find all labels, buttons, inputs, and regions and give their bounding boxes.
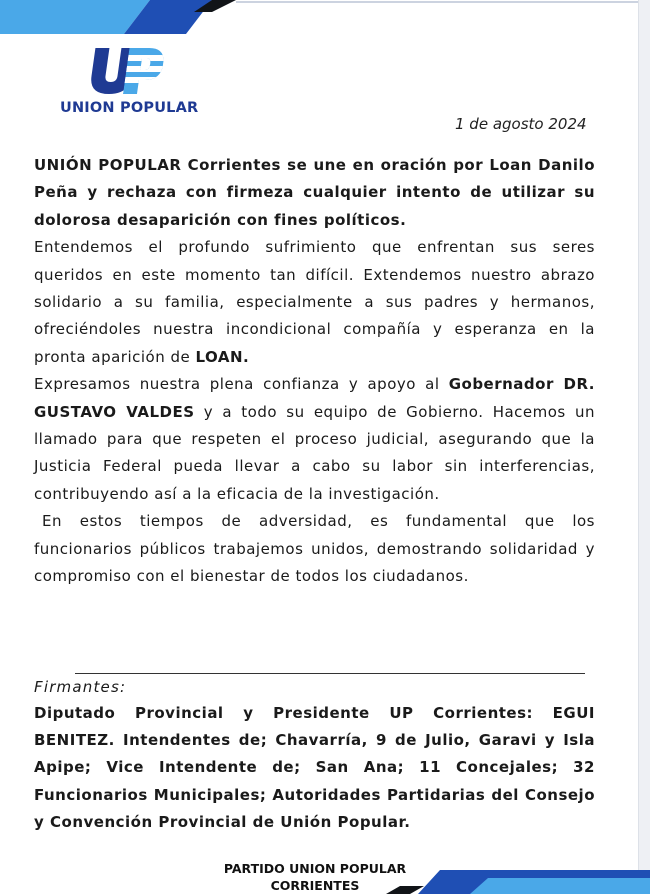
union-popular-logo — [60, 44, 199, 116]
support-paragraph — [34, 371, 595, 508]
document-date: 1 de agosto 2024 — [455, 115, 587, 133]
signers-label: Firmantes: — [34, 678, 127, 696]
statement-body — [34, 152, 595, 591]
logo-name: UNION POPULAR — [60, 100, 199, 116]
support-text-2: y a todo su equipo de Gobierno. Hacemos un llamado para que respeten el proceso judicial, asegurando que la Justicia Federal pueda llevar a cabo su labor sin interferencias, contribuyendo así a la eficacia de la investigación. — [34, 402, 595, 503]
intro-paragraph: UNIÓN POPULAR Corrientes se une en oración por Loan Danilo Peña y rechaza con firmeza cualquier intento de utilizar su dolorosa desaparición con fines políticos. — [34, 156, 595, 229]
support-text-1: Expresamos nuestra plena confianza y apoyo al — [34, 375, 449, 394]
signers-list: Diputado Provincial y Presidente UP Corrientes: EGUI BENITEZ. Intendentes de; Chavarría, 9 de Julio, Garavi y Isla Apipe; Vice Intendente de; San Ana; 11 Concejales; 32 Funcionarios Municipales; Autoridades Partidarias del Consejo y Convención Provincial de Unión Popular. — [34, 704, 595, 831]
solidarity-text: Entendemos el profundo sufrimiento que enfrentan sus seres queridos en este momento tan difícil. Extendemos nuestro abrazo solidario a su familia, especialmente a sus padres y hermanos, ofreciéndoles nuestra incondicional compañía y esperanza en la pronta aparición de — [34, 238, 595, 366]
footer-line-1: PARTIDO UNION POPULAR — [223, 861, 407, 876]
governor-name: Gobernador DR. GUSTAVO VALDES — [34, 375, 596, 421]
header-decoration — [0, 0, 650, 40]
footer-org — [200, 860, 430, 894]
up-logo-icon — [86, 44, 164, 98]
signature-separator — [75, 673, 585, 674]
footer-line-2: CORRIENTES — [270, 878, 360, 893]
page-edge — [638, 0, 650, 894]
solidarity-paragraph — [34, 234, 595, 371]
loan-name: LOAN. — [195, 347, 250, 366]
adversity-paragraph: En estos tiempos de adversidad, es fundamental que los funcionarios públicos trabajemos unidos, demostrando solidaridad y compromiso con el bienestar de todos los ciudadanos. — [34, 512, 595, 586]
